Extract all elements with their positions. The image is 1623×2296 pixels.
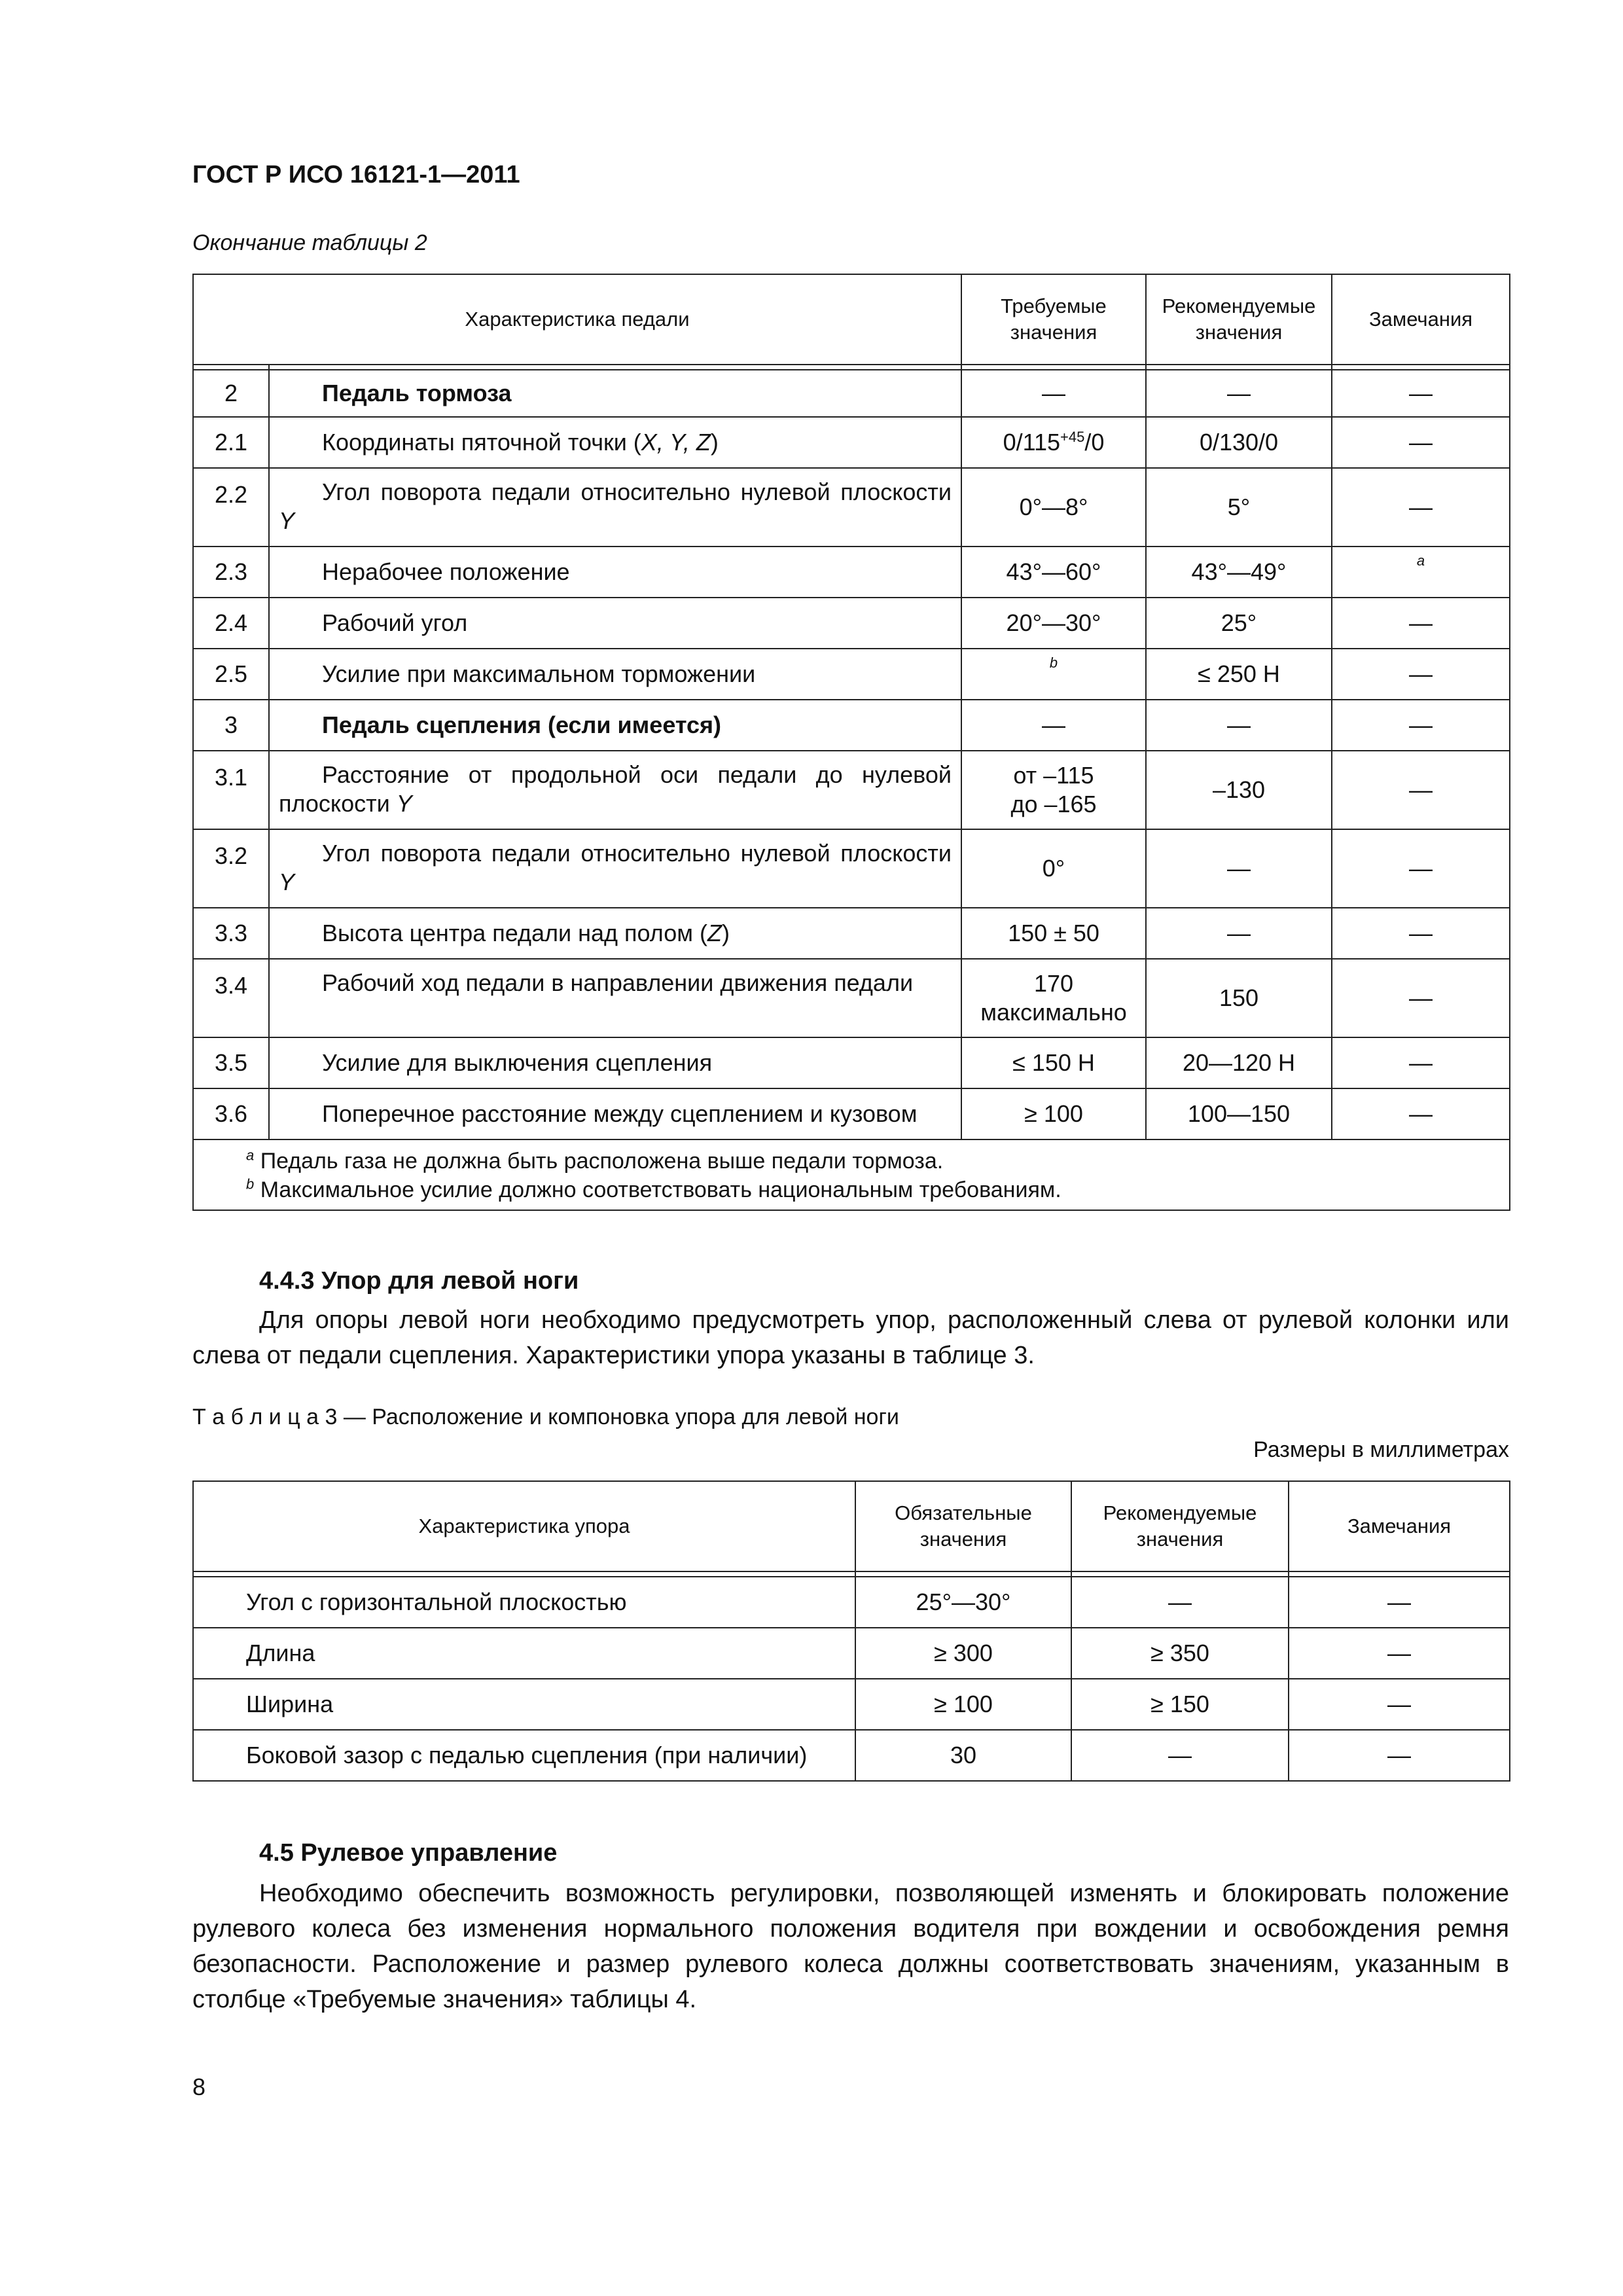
row-note: — (1332, 1037, 1510, 1088)
table-2 (192, 274, 1510, 1211)
row-required: 170 максимально (961, 959, 1146, 1037)
table-row (193, 370, 1510, 417)
table-row (193, 751, 1510, 829)
row-required: 0° (961, 829, 1146, 908)
row-recommended: ≥ 150 (1071, 1679, 1289, 1730)
row-number: 2.1 (193, 417, 269, 468)
row-note: — (1289, 1730, 1510, 1781)
row-description: Высота центра педали над полом (Z) (269, 908, 961, 959)
section-4-4-3-heading: 4.4.3 Упор для левой ноги (259, 1267, 579, 1295)
row-note: — (1289, 1628, 1510, 1679)
table-row (193, 908, 1510, 959)
section-4-4-3-paragraph: Для опоры левой ноги необходимо предусмотреть упор, расположенный слева от рулевой колонки или слева от педали сцепления. Характеристики упора указаны в таблице 3. (192, 1306, 1509, 1369)
row-recommended: 5° (1146, 468, 1332, 547)
row-note-footnote-mark: a (1332, 547, 1510, 598)
row-recommended: ≥ 350 (1071, 1628, 1289, 1679)
col-header-recommended: Рекомендуемые значения (1146, 274, 1332, 365)
table-row (193, 700, 1510, 751)
row-number: 2.3 (193, 547, 269, 598)
col-header-mandatory: Обязательные значения (855, 1481, 1071, 1571)
row-required: ≥ 100 (961, 1088, 1146, 1139)
table-row (193, 829, 1510, 908)
row-required: 20°—30° (961, 598, 1146, 649)
row-number: 3.5 (193, 1037, 269, 1088)
row-number: 2.5 (193, 649, 269, 700)
table-row (193, 959, 1510, 1037)
row-number: 3.4 (193, 959, 269, 1037)
row-description: Педаль сцепления (если имеется) (269, 700, 961, 751)
row-note: — (1332, 700, 1510, 751)
row-note: — (1332, 959, 1510, 1037)
row-recommended: — (1146, 908, 1332, 959)
row-required: — (961, 700, 1146, 751)
table-row (193, 1088, 1510, 1139)
col-header-required: Требуемые значения (961, 274, 1146, 365)
table-row (193, 417, 1510, 468)
row-recommended: — (1146, 370, 1332, 417)
row-recommended: 0/130/0 (1146, 417, 1332, 468)
section-4-5-heading: 4.5 Рулевое управление (259, 1839, 558, 1867)
table-row (193, 649, 1510, 700)
row-recommended: — (1071, 1730, 1289, 1781)
table-row (193, 598, 1510, 649)
row-required: ≤ 150 Н (961, 1037, 1146, 1088)
row-note: — (1289, 1577, 1510, 1628)
table-footnotes (193, 1139, 1510, 1210)
row-required: ≥ 100 (855, 1679, 1071, 1730)
row-note: — (1332, 908, 1510, 959)
row-recommended: –130 (1146, 751, 1332, 829)
row-recommended: 25° (1146, 598, 1332, 649)
row-recommended: — (1071, 1577, 1289, 1628)
row-description: Координаты пяточной точки (X, Y, Z) (269, 417, 961, 468)
row-required: 0°—8° (961, 468, 1146, 547)
row-description: Педаль тормоза (269, 370, 961, 417)
row-required-footnote-mark: b (961, 649, 1146, 700)
row-required: $0/115^{+45}/0$ (961, 417, 1146, 468)
row-description: Усилие при максимальном торможении (269, 649, 961, 700)
row-note: — (1332, 829, 1510, 908)
table-footnotes-row (193, 1139, 1510, 1210)
section-4-5-paragraph: Необходимо обеспечить возможность регулировки, позволяющей изменять и блокировать положение рулевого колеса без изменения нормального положения водителя при вождении и освобождения ремня безопасности. Расположение и размер рулевого колеса должны соответствовать значениям, указанным в столбце «Требуемые значения» таблицы 4. (192, 1880, 1509, 2013)
row-description: Рабочий угол (269, 598, 961, 649)
row-number: 3.3 (193, 908, 269, 959)
row-note: — (1332, 417, 1510, 468)
row-description: Длина (193, 1628, 855, 1679)
row-note: — (1332, 370, 1510, 417)
row-recommended: 20—120 Н (1146, 1037, 1332, 1088)
row-required: 30 (855, 1730, 1071, 1781)
row-number: 3 (193, 700, 269, 751)
row-description: Ширина (193, 1679, 855, 1730)
table-row (193, 1679, 1510, 1730)
row-number: 3.6 (193, 1088, 269, 1139)
table-row (193, 468, 1510, 547)
row-recommended: — (1146, 700, 1332, 751)
row-description: Рабочий ход педали в направлении движения педали (269, 959, 961, 1037)
row-description: Угол с горизонтальной плоскостью (193, 1577, 855, 1628)
table-row (193, 1037, 1510, 1088)
table2-continuation-caption: Окончание таблицы 2 (192, 230, 427, 255)
row-required: 43°—60° (961, 547, 1146, 598)
footnote-b: $^b$ Максимальное усилие должно соответствовать национальным требованиям. (246, 1175, 1061, 1202)
row-recommended: — (1146, 829, 1332, 908)
row-number: 2.2 (193, 468, 269, 547)
row-required: — (961, 370, 1146, 417)
row-required: 150 ± 50 (961, 908, 1146, 959)
table3-caption: Т а б л и ц а 3 — Расположение и компоновка упора для левой ноги (192, 1405, 899, 1429)
row-number: 2.4 (193, 598, 269, 649)
row-note: — (1332, 468, 1510, 547)
row-description: Поперечное расстояние между сцеплением и кузовом (269, 1088, 961, 1139)
row-number: 2 (193, 370, 269, 417)
footnote-a: $^a$ Педаль газа не должна быть расположена выше педали тормоза. (246, 1147, 944, 1174)
row-note: — (1332, 598, 1510, 649)
row-number: 3.2 (193, 829, 269, 908)
col-header-notes: Замечания (1332, 274, 1510, 365)
row-recommended: 150 (1146, 959, 1332, 1037)
row-description: Угол поворота педали относительно нулевой плоскости Y (269, 829, 961, 908)
row-note: — (1289, 1679, 1510, 1730)
row-note: — (1332, 649, 1510, 700)
row-description: Нерабочее положение (269, 547, 961, 598)
col-header-notes: Замечания (1289, 1481, 1510, 1571)
row-required: ≥ 300 (855, 1628, 1071, 1679)
row-required: 25°—30° (855, 1577, 1071, 1628)
row-description: Расстояние от продольной оси педали до нулевой плоскости Y (269, 751, 961, 829)
row-recommended: 100—150 (1146, 1088, 1332, 1139)
col-header-recommended: Рекомендуемые значения (1071, 1481, 1289, 1571)
table-row (193, 1577, 1510, 1628)
row-number: 3.1 (193, 751, 269, 829)
page-number: 8 (192, 2073, 206, 2100)
col-header-characteristic: Характеристика упора (193, 1481, 855, 1571)
table-row (193, 1628, 1510, 1679)
row-note: — (1332, 751, 1510, 829)
row-description: Усилие для выключения сцепления (269, 1037, 961, 1088)
col-header-characteristic: Характеристика педали (193, 274, 961, 365)
row-recommended: 43°—49° (1146, 547, 1332, 598)
table-3 (192, 1480, 1510, 1782)
row-recommended: ≤ 250 Н (1146, 649, 1332, 700)
table3-units-note: Размеры в миллиметрах (1253, 1437, 1509, 1462)
document-header-title: ГОСТ Р ИСО 16121-1—2011 (192, 161, 520, 188)
row-required: от –115 до –165 (961, 751, 1146, 829)
row-note: — (1332, 1088, 1510, 1139)
row-description: Угол поворота педали относительно нулевой плоскости Y (269, 468, 961, 547)
row-description: Боковой зазор с педалью сцепления (при наличии) (193, 1730, 855, 1781)
table-row (193, 1730, 1510, 1781)
table-row (193, 547, 1510, 598)
